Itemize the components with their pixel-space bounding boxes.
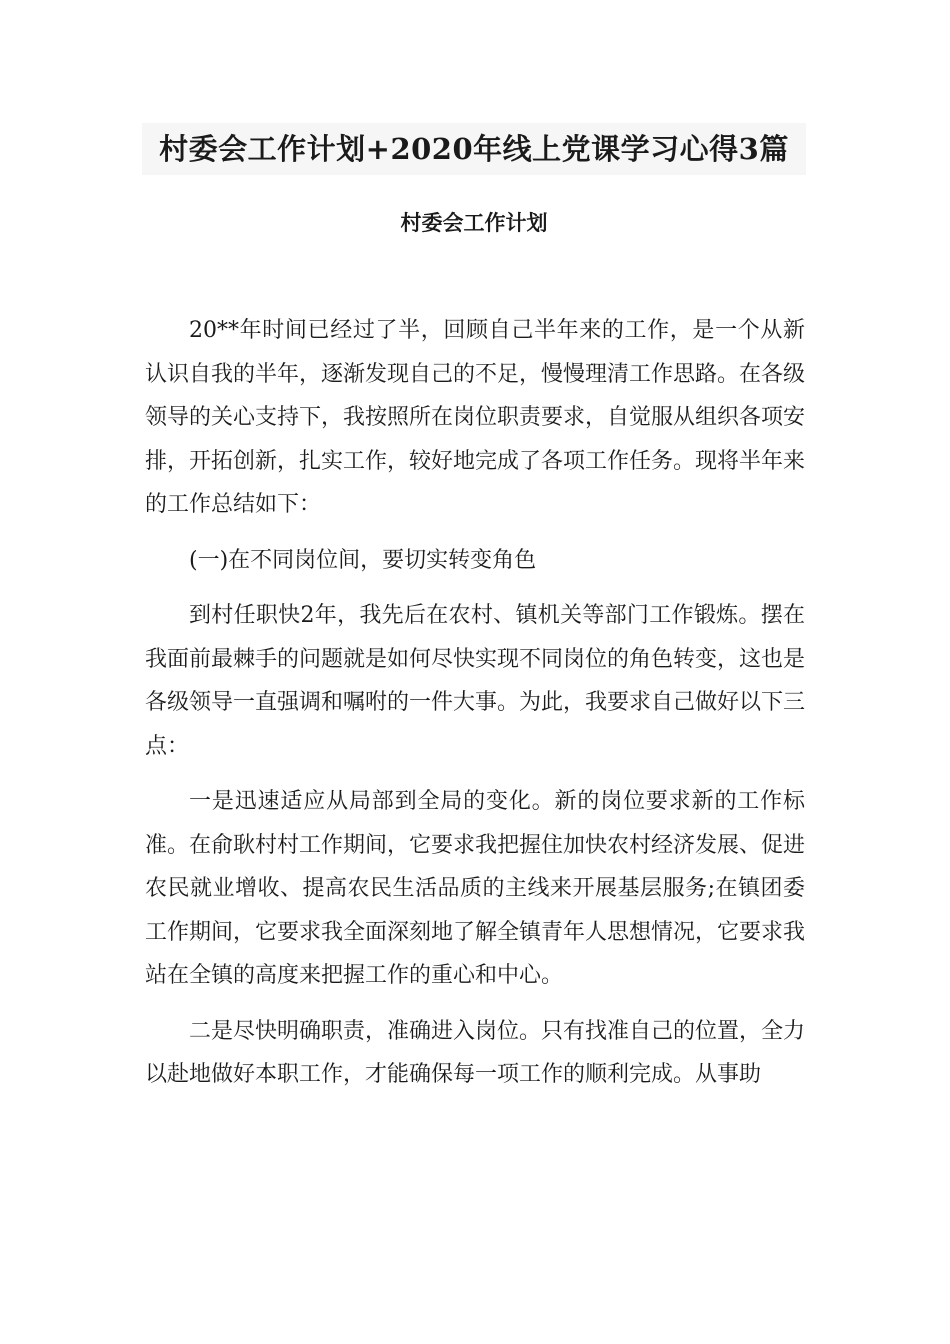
section-heading: (一)在不同岗位间，要切实转变角色: [189, 547, 537, 573]
paragraph-intro: 20**年时间已经过了半，回顾自己半年来的工作，是一个从新认识自我的半年，逐渐发现自己的不足，慢慢理清工作思路。在各级领导的关心支持下，我按照所在岗位职责要求，自觉服从组织各项安排，开拓创新，扎实工作，较好地完成了各项工作任务。现将半年来的工作总结如下：: [145, 318, 806, 517]
document-body: [145, 309, 805, 1109]
paragraph-role-change: 到村任职快2年，我先后在农村、镇机关等部门工作锻炼。摆在我面前最棘手的问题就是如何尽快实现不同岗位的角色转变，这也是各级领导一直强调和嘱咐的一件大事。为此，我要求自己做好以下三点：: [145, 603, 806, 759]
document-title: 村委会工作计划+2020年线上党课学习心得3篇: [159, 132, 789, 166]
paragraph-point-one: 一是迅速适应从局部到全局的变化。新的岗位要求新的工作标准。在俞耿村村工作期间，它要求我把握住加快农村经济发展、促进农民就业增收、提高农民生活品质的主线来开展基层服务;在镇团委工作期间，它要求我全面深刻地了解全镇青年人思想情况，它要求我站在全镇的高度来把握工作的重心和中心。: [145, 789, 806, 988]
document-subtitle: 村委会工作计划: [400, 210, 548, 235]
paragraph-point-two: 二是尽快明确职责，准确进入岗位。只有找准自己的位置，全力以赴地做好本职工作，才能确保每一项工作的顺利完成。从事助: [145, 1018, 806, 1087]
